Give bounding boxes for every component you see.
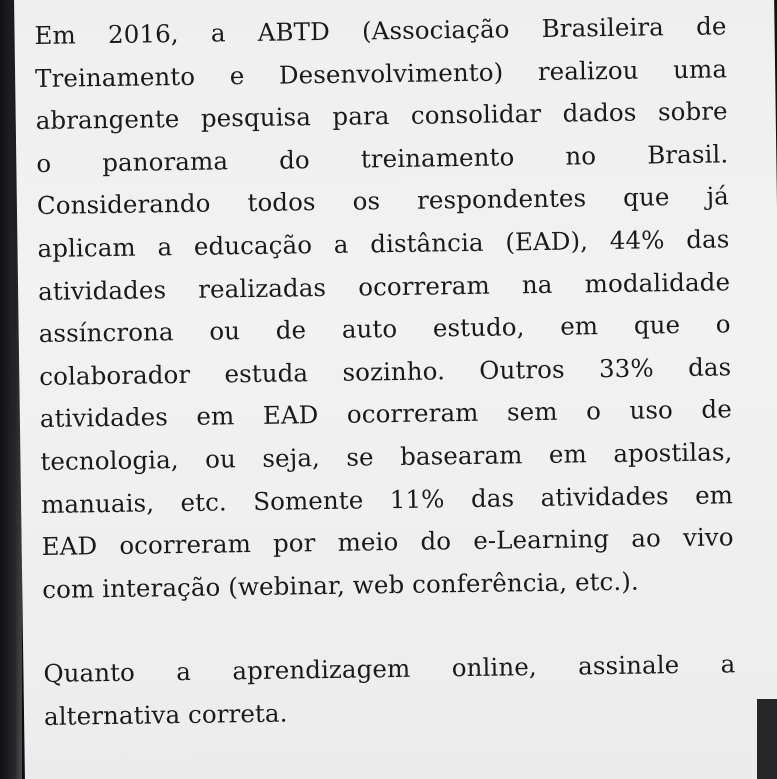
passage-line: aplicam a educação a distância (EAD), 44% das (37, 224, 730, 263)
question-line: alternativa correta. (43, 698, 288, 731)
question-prompt (43, 644, 736, 739)
passage-line: EAD ocorreram por meio do e-Learning ao vivo (41, 522, 734, 562)
passage-line: Considerando todos os respondentes que já (36, 181, 730, 221)
passage-line: tecnologia, ou seja, se basearam em apostilas, (40, 437, 733, 476)
question-line: Quanto a aprendizagem online, assinale a (43, 649, 736, 689)
passage-line: assíncrona ou de auto estudo, em que o (38, 309, 731, 349)
passage-paragraph (34, 5, 734, 611)
passage-line: Treinamento e Desenvolvimento) realizou uma (34, 53, 728, 93)
passage-line: com interação (webinar, web conferência, etc.). (42, 566, 639, 604)
passage-line: Em 2016, a ABTD (Associação Brasileira de (34, 11, 727, 51)
passage-line: colaborador estuda sozinho. Outros 33% das (39, 352, 732, 391)
paper-sheet (14, 0, 777, 779)
passage-line: atividades realizadas ocorreram na modalidade (37, 266, 731, 306)
passage-line: manuais, etc. Somente 11% das atividades em (40, 479, 734, 519)
passage-line: atividades em EAD ocorreram sem o uso de (39, 394, 733, 434)
background-corner (757, 699, 777, 779)
question-text-block (34, 5, 736, 738)
passage-line: abrangente pesquisa para consolidar dados sobre (35, 96, 728, 136)
passage-line: o panorama do treinamento no Brasil. (36, 139, 729, 178)
